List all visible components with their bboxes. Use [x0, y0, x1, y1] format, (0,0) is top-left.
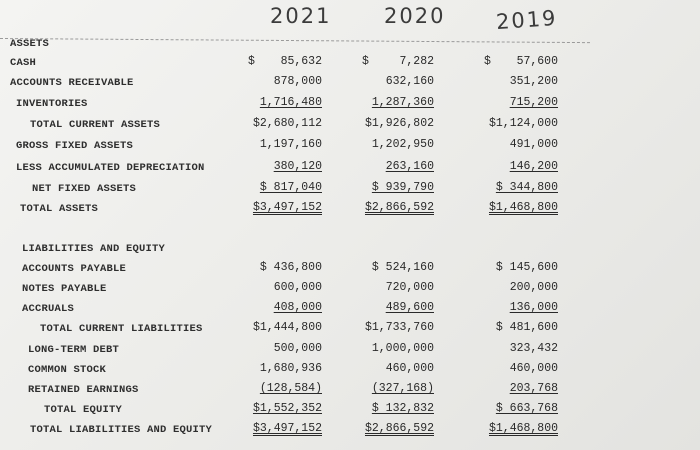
liabilities-value: (128,584): [259, 382, 322, 395]
dollar-sign: $: [484, 55, 491, 68]
liabilities-value: $ 132,832: [371, 402, 434, 415]
liabilities-row-label: LONG-TERM DEBT: [28, 344, 120, 356]
header-divider: [0, 38, 590, 43]
liabilities-value: $ 663,768: [495, 402, 558, 415]
assets-value: $ 344,800: [495, 181, 558, 194]
assets-row-label: CASH: [10, 57, 37, 69]
liabilities-row-label: TOTAL LIABILITIES AND EQUITY: [30, 424, 213, 436]
assets-value: 878,000: [273, 75, 322, 88]
liabilities-value: 323,432: [509, 342, 558, 355]
assets-row-label: TOTAL ASSETS: [20, 203, 99, 215]
assets-row-label: LESS ACCUMULATED DEPRECIATION: [16, 162, 205, 174]
liabilities-value: $ 145,600: [495, 261, 558, 274]
liabilities-value: $1,733,760: [364, 321, 434, 334]
year-header-2019: 2019: [495, 5, 559, 35]
assets-value: 263,160: [385, 160, 434, 173]
liabilities-row-label: ACCRUALS: [22, 303, 75, 315]
year-header-2021: 2021: [270, 4, 332, 28]
liabilities-value: 408,000: [273, 301, 322, 314]
liabilities-row-label: TOTAL CURRENT LIABILITIES: [40, 323, 203, 335]
assets-value: 1,197,160: [259, 138, 322, 151]
assets-value: 715,200: [509, 96, 558, 109]
assets-value: $2,680,112: [252, 117, 322, 130]
liabilities-value: 1,680,936: [259, 362, 322, 375]
assets-value: $1,124,000: [488, 117, 558, 130]
liabilities-value: 460,000: [385, 362, 434, 375]
assets-value: 351,200: [509, 75, 558, 88]
liabilities-value: 1,000,000: [371, 342, 434, 355]
liabilities-heading: LIABILITIES AND EQUITY: [22, 243, 166, 255]
dollar-sign: $: [248, 55, 255, 68]
liabilities-value: 203,768: [509, 382, 558, 395]
assets-value: 85,632: [280, 55, 322, 68]
liabilities-value: $2,866,592: [364, 422, 434, 435]
assets-value: $1,468,800: [488, 201, 558, 214]
assets-value: 1,287,360: [371, 96, 434, 109]
assets-value: 1,202,950: [371, 138, 434, 151]
assets-row-label: GROSS FIXED ASSETS: [16, 140, 134, 152]
assets-value: 380,120: [273, 160, 322, 173]
liabilities-value: 460,000: [509, 362, 558, 375]
liabilities-row-label: NOTES PAYABLE: [22, 283, 107, 295]
liabilities-value: 720,000: [385, 281, 434, 294]
assets-row-label: INVENTORIES: [16, 98, 88, 110]
liabilities-value: 600,000: [273, 281, 322, 294]
liabilities-value: $ 524,160: [371, 261, 434, 274]
liabilities-row-label: ACCOUNTS PAYABLE: [22, 263, 127, 275]
liabilities-value: $1,468,800: [488, 422, 558, 435]
assets-value: $ 817,040: [259, 181, 322, 194]
year-header-2020: 2020: [384, 4, 446, 28]
assets-value: 632,160: [385, 75, 434, 88]
assets-value: 146,200: [509, 160, 558, 173]
liabilities-row-label: COMMON STOCK: [28, 364, 107, 376]
assets-value: $3,497,152: [252, 201, 322, 214]
liabilities-value: 489,600: [385, 301, 434, 314]
liabilities-value: $1,444,800: [252, 321, 322, 334]
assets-row-label: TOTAL CURRENT ASSETS: [30, 119, 161, 131]
assets-value: 57,600: [516, 55, 558, 68]
liabilities-value: $ 436,800: [259, 261, 322, 274]
liabilities-row-label: RETAINED EARNINGS: [28, 384, 139, 396]
assets-value: $2,866,592: [364, 201, 434, 214]
liabilities-value: $3,497,152: [252, 422, 322, 435]
liabilities-value: (327,168): [371, 382, 434, 395]
dollar-sign: $: [362, 55, 369, 68]
assets-heading: ASSETS: [10, 38, 50, 50]
assets-row-label: ACCOUNTS RECEIVABLE: [10, 77, 134, 89]
liabilities-value: 200,000: [509, 281, 558, 294]
assets-row-label: NET FIXED ASSETS: [32, 183, 137, 195]
assets-value: 7,282: [399, 55, 434, 68]
assets-value: $1,926,802: [364, 117, 434, 130]
assets-value: $ 939,790: [371, 181, 434, 194]
liabilities-value: 500,000: [273, 342, 322, 355]
liabilities-value: $1,552,352: [252, 402, 322, 415]
liabilities-row-label: TOTAL EQUITY: [44, 404, 123, 416]
assets-value: 491,000: [509, 138, 558, 151]
assets-value: 1,716,480: [259, 96, 322, 109]
liabilities-value: 136,000: [509, 301, 558, 314]
liabilities-value: $ 481,600: [495, 321, 558, 334]
